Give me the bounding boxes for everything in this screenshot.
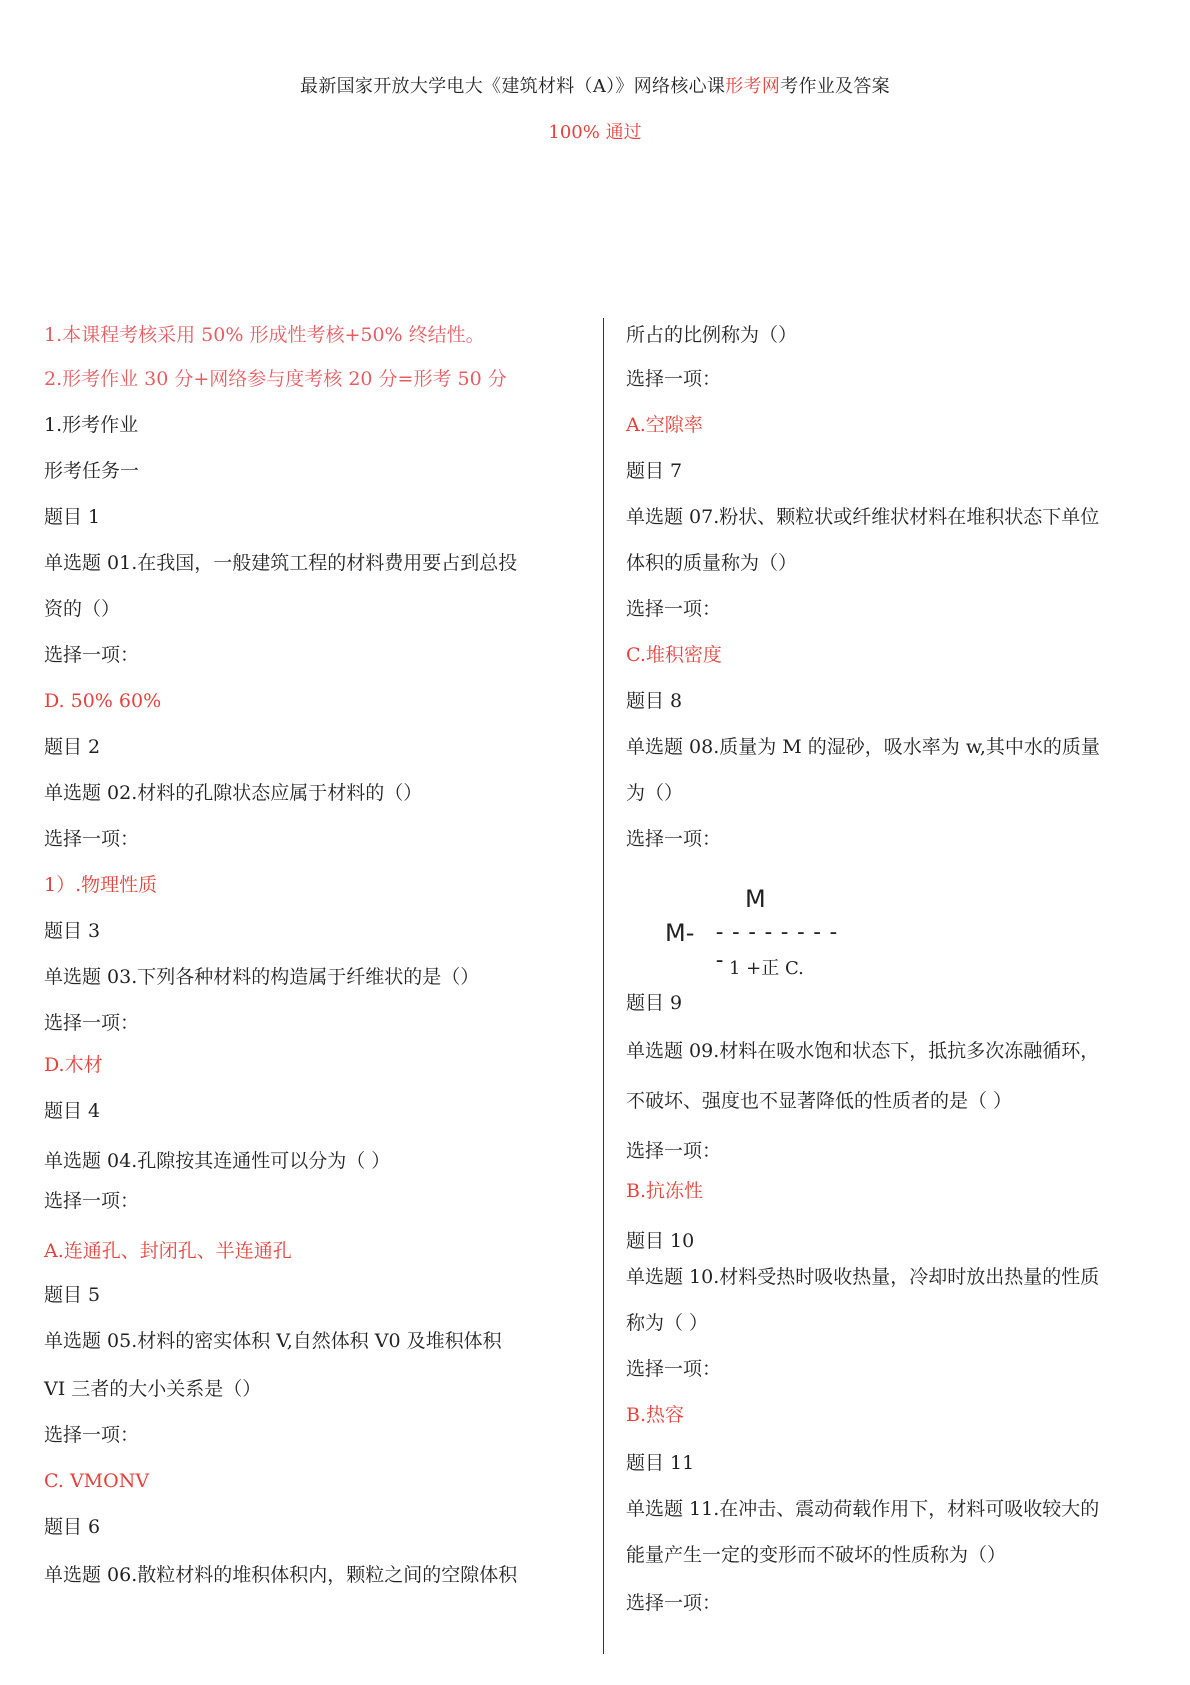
- text-line: 选择一项：: [626, 828, 722, 850]
- text-line: 单选题 07.粉状、颗粒状或纤维状材料在堆积状态下单位: [626, 506, 1100, 528]
- text-line: VI 三者的大小关系是（）: [44, 1378, 262, 1400]
- text-line: 为（）: [626, 782, 684, 804]
- answer-line: 1）.物理性质: [44, 874, 158, 896]
- text-line: 选择一项：: [626, 1358, 722, 1380]
- text-line: 选择一项：: [44, 644, 140, 666]
- text-line: 体积的质量称为（）: [626, 552, 798, 574]
- text-line: 题目 9: [626, 992, 683, 1014]
- answer-line: B.抗冻性: [626, 1180, 704, 1202]
- text-line: 单选题 05.材料的密实体积 V,自然体积 V0 及堆积体积: [44, 1330, 502, 1352]
- text-line: 题目 7: [626, 460, 683, 482]
- text-line: 题目 6: [44, 1516, 101, 1538]
- text-line: 能量产生一定的变形而不破坏的性质称为（）: [626, 1544, 1007, 1566]
- formula-fraction-bar: ---------: [713, 920, 843, 973]
- text-line: 单选题 01.在我国，一般建筑工程的材料费用要占到总投: [44, 552, 518, 574]
- text-line: 单选题 11.在冲击、震动荷载作用下，材料可吸收较大的: [626, 1498, 1100, 1520]
- text-line: 单选题 09.材料在吸水饱和状态下，抵抗多次冻融循环，: [626, 1040, 1100, 1062]
- text-line: 单选题 10.材料受热时吸收热量，冷却时放出热量的性质: [626, 1266, 1100, 1288]
- title-part-2: 考作业及答案: [780, 76, 890, 97]
- text-line: 1.形考作业: [44, 414, 139, 436]
- text-line: 题目 10: [626, 1230, 695, 1252]
- text-line: 选择一项：: [626, 1140, 722, 1162]
- text-line: 题目 8: [626, 690, 683, 712]
- text-line: 单选题 08.质量为 M 的湿砂，吸水率为 w,其中水的质量: [626, 736, 1100, 758]
- answer-formula: [665, 885, 845, 985]
- text-line: 所占的比例称为（）: [626, 324, 798, 346]
- title-highlight: 形考网: [725, 76, 781, 97]
- text-line: 题目 1: [44, 506, 101, 528]
- text-line: 2.形考作业 30 分+网络参与度考核 20 分=形考 50 分: [44, 368, 507, 390]
- text-line: 称为（ ）: [626, 1312, 709, 1334]
- answer-line: C.堆积密度: [626, 644, 722, 666]
- text-line: 选择一项：: [44, 1012, 140, 1034]
- text-line: 单选题 02.材料的孔隙状态应属于材料的（）: [44, 782, 423, 804]
- text-line: 题目 5: [44, 1284, 101, 1306]
- title-part-1: 最新国家开放大学电大《建筑材料（A）》网络核心课: [300, 76, 726, 97]
- text-line: 资的（）: [44, 598, 121, 620]
- text-line: 题目 4: [44, 1100, 101, 1122]
- text-line: 不破坏、强度也不显著降低的性质者的是（ ）: [626, 1090, 1013, 1112]
- formula-numerator: M: [745, 885, 766, 913]
- text-line: 形考任务一: [44, 460, 140, 482]
- text-line: 选择一项：: [44, 1190, 140, 1212]
- text-line: 选择一项：: [44, 1424, 140, 1446]
- text-line: 题目 2: [44, 736, 101, 758]
- text-line: 单选题 06.散粒材料的堆积体积内，颗粒之间的空隙体积: [44, 1564, 518, 1586]
- formula-lhs: M-: [665, 919, 695, 947]
- answer-line: A.空隙率: [626, 414, 703, 436]
- document-title: [0, 74, 1190, 100]
- formula-denominator: 1 +正 C.: [729, 958, 804, 979]
- text-line: 选择一项：: [626, 598, 722, 620]
- text-line: 选择一项：: [44, 828, 140, 850]
- answer-line: D. 50% 60%: [44, 690, 162, 712]
- document-subtitle: 100% 通过: [548, 122, 642, 143]
- text-line: 1.本课程考核采用 50% 形成性考核+50% 终结性。: [44, 324, 485, 346]
- document-header: [0, 74, 1190, 146]
- answer-line: A.连通孔、封闭孔、半连通孔: [44, 1240, 292, 1262]
- text-line: 题目 11: [626, 1452, 695, 1474]
- answer-line: B.热容: [626, 1404, 685, 1426]
- text-line: 题目 3: [44, 920, 101, 942]
- answer-line: C. VMONV: [44, 1470, 150, 1492]
- column-divider: [603, 318, 604, 1654]
- text-line: 单选题 04.孔隙按其连通性可以分为（ ）: [44, 1150, 391, 1172]
- text-line: 单选题 03.下列各种材料的构造属于纤维状的是（）: [44, 966, 480, 988]
- text-line: 选择一项：: [626, 1592, 722, 1614]
- text-line: 选择一项：: [626, 368, 722, 390]
- answer-line: D.木材: [44, 1054, 103, 1076]
